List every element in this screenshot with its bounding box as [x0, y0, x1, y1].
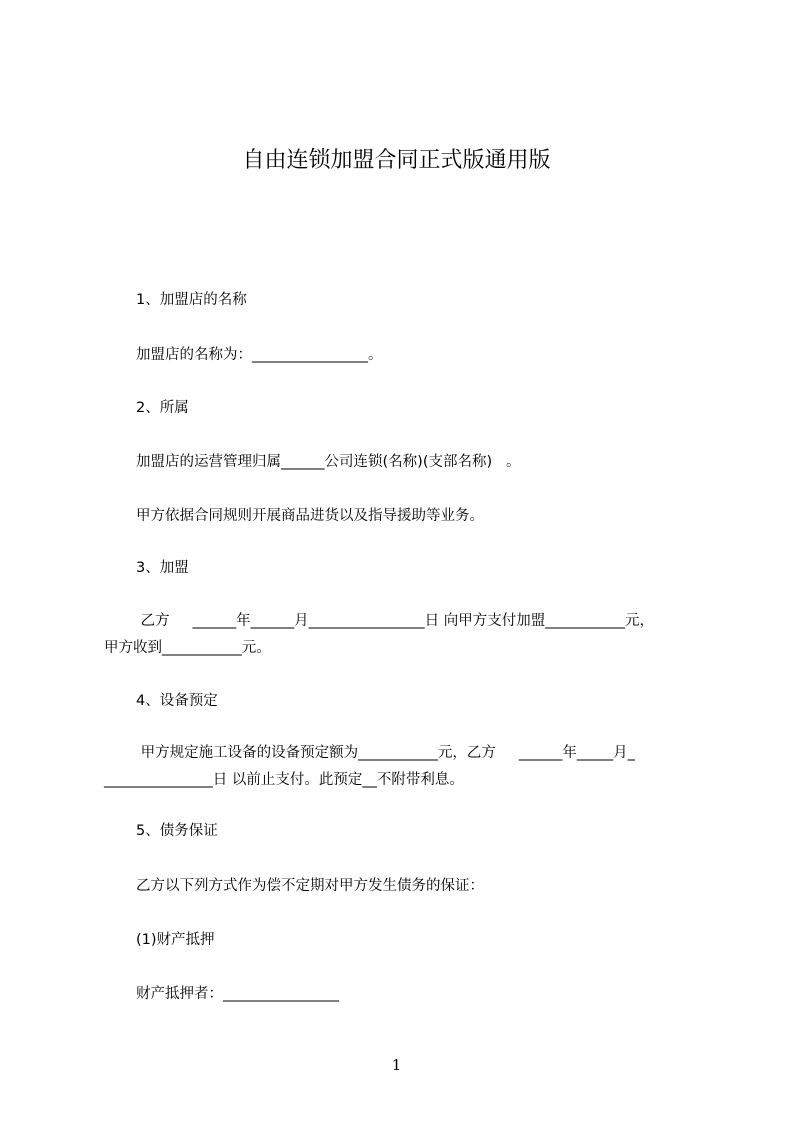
section-heading: 4、设备预定: [136, 693, 218, 709]
paragraph-continuation: _______________日 以前止支付。此预定__不附带利息。: [104, 772, 464, 788]
section-heading: 2、所属: [136, 400, 189, 416]
section-heading: 3、加盟: [136, 560, 189, 576]
paragraph: 加盟店的运营管理归属______公司连锁(名称)(支部名称) 。: [136, 454, 521, 470]
paragraph: 甲方依据合同规则开展商品进货以及指导援助等业务。: [136, 508, 484, 524]
section-heading: 5、债务保证: [136, 823, 218, 839]
paragraph-continuation: 甲方收到___________元。: [104, 640, 271, 656]
section-heading: 1、加盟店的名称: [136, 292, 247, 308]
paragraph: 乙方 ______年______月________________日 向甲方支付加盟___________元，: [136, 613, 655, 629]
paragraph: 加盟店的名称为：________________。: [136, 347, 383, 363]
paragraph: 财产抵押者：________________: [136, 986, 339, 1002]
paragraph: 乙方以下列方式作为偿不定期对甲方发生债务的保证：: [136, 878, 484, 894]
paragraph: 甲方规定施工设备的设备预定额为___________元，乙方 ______年_____月_: [136, 745, 635, 761]
document-title: 自由连锁加盟合同正式版通用版: [242, 148, 551, 173]
page-number: 1: [391, 1056, 402, 1074]
sub-heading: (1)财产抵押: [136, 932, 215, 948]
